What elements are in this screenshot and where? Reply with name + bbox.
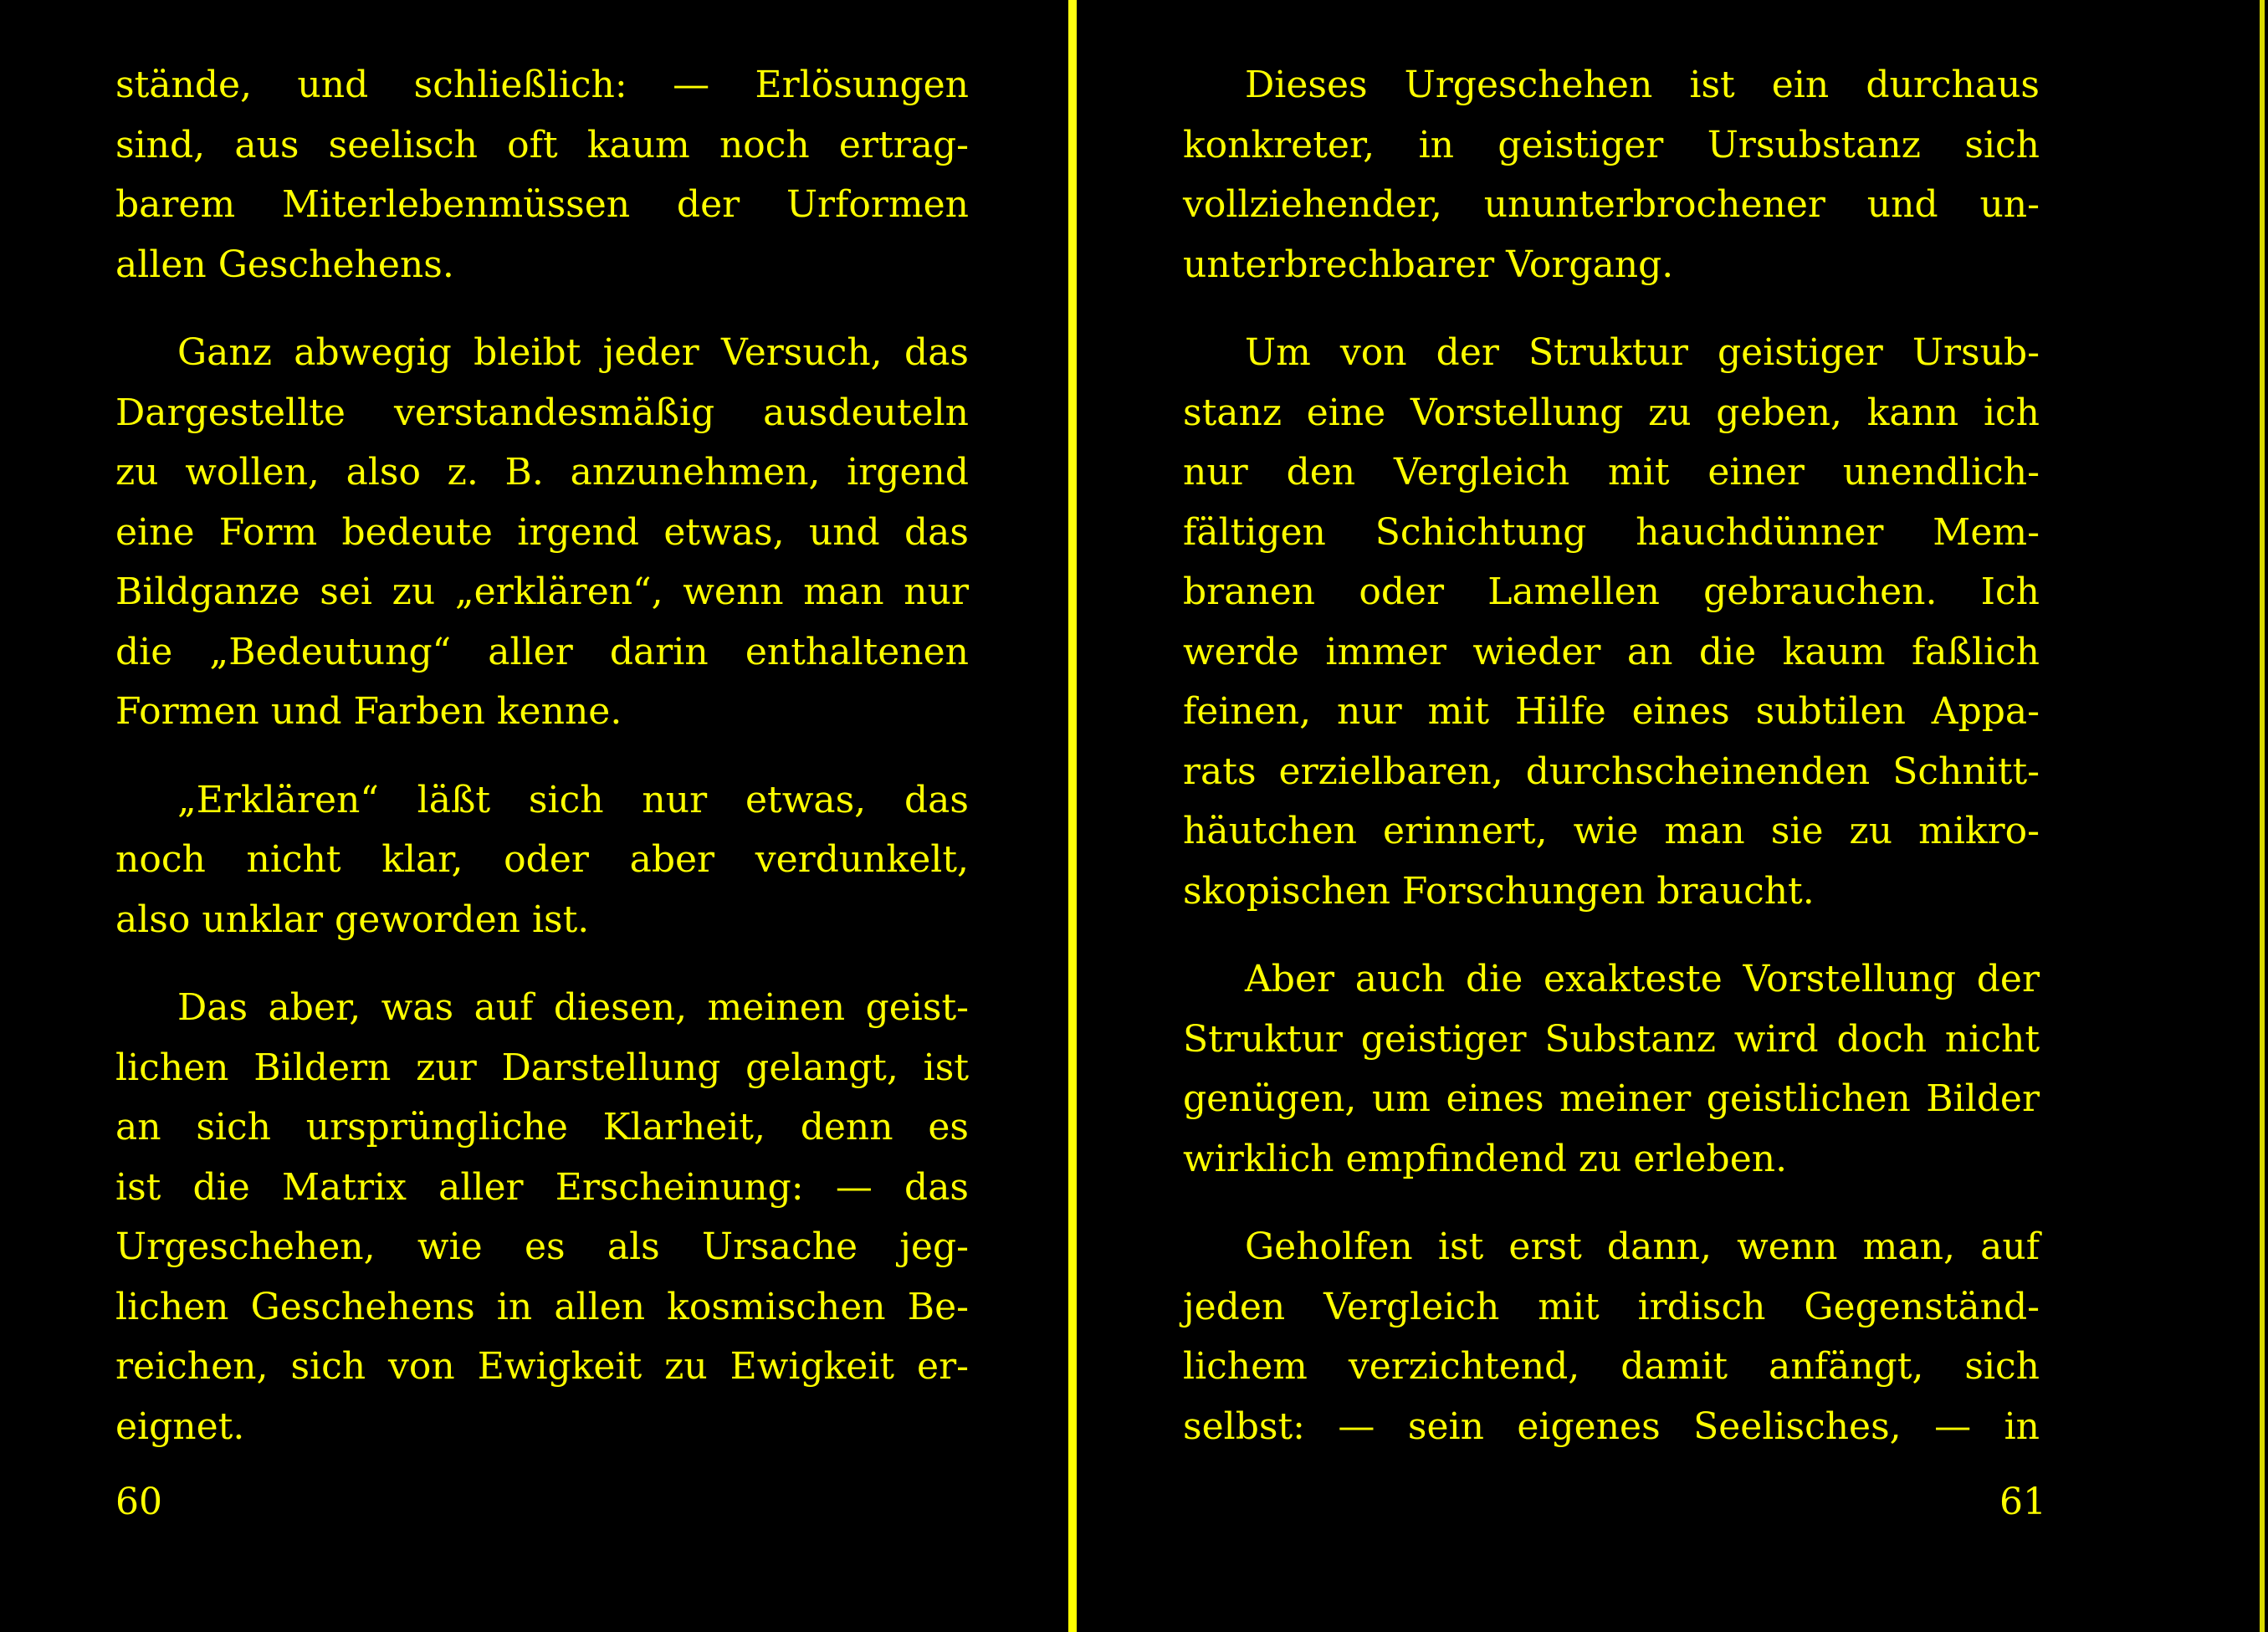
text-line: skopischen Forschungen braucht.: [1183, 869, 1815, 913]
text-line: Ganz abwegig bleibt jeder Versuch, das: [177, 331, 969, 374]
text-line: selbst: — sein eigenes Seelisches, — in: [1183, 1404, 2040, 1448]
text-line: an sich ursprüngliche Klarheit, denn es: [115, 1106, 969, 1149]
text-line: feinen, nur mit Hilfe eines subtilen Appa-: [1183, 690, 2040, 733]
page-edge: [2260, 0, 2265, 1632]
paragraph: [1183, 949, 2040, 1189]
page-number: 61: [1999, 1481, 2046, 1523]
text-line: häutchen erinnert, wie man sie zu mikro-: [1183, 810, 2040, 852]
text-line: wirklich empfindend zu erleben.: [1183, 1137, 1788, 1180]
text-line: barem Miterlebenmüssen der Urformen: [115, 183, 969, 226]
text-line: Das aber, was auf diesen, meinen geist-: [177, 986, 969, 1029]
gutter-edge: [1068, 0, 1077, 1632]
text-line: rats erzielbaren, durchscheinenden Schnitt-: [1183, 749, 2040, 793]
text-line: branen oder Lamellen gebrauchen. Ich: [1183, 570, 2040, 613]
paragraph: [115, 770, 969, 950]
text-line: reichen, sich von Ewigkeit zu Ewigkeit er-: [115, 1345, 969, 1388]
right-page-text: [1183, 55, 2040, 1485]
paragraph: [115, 978, 969, 1456]
text-line: vollziehender, ununterbrochener und un-: [1183, 183, 2040, 226]
text-line: Um von der Struktur geistiger Ursub-: [1245, 331, 2040, 374]
page-number: 60: [115, 1481, 162, 1523]
paragraph: [1183, 323, 2040, 921]
text-line: ist die Matrix aller Erscheinung: — das: [115, 1165, 969, 1209]
paragraph: [115, 55, 969, 294]
left-page: [0, 0, 1061, 1632]
paragraph: [115, 323, 969, 742]
left-page-text: [115, 55, 969, 1485]
text-line: lichen Geschehens in allen kosmischen Be-: [115, 1285, 969, 1328]
text-line: Formen und Farben kenne.: [115, 690, 622, 733]
text-line: nur den Vergleich mit einer unendlich-: [1183, 451, 2040, 494]
text-line: sind, aus seelisch oft kaum noch ertrag-: [115, 123, 969, 166]
text-line: die „Bedeutung“ aller darin enthaltenen: [115, 630, 969, 673]
text-line: stände, und schließlich: — Erlösungen: [115, 64, 969, 106]
text-line: eine Form bedeute irgend etwas, und das: [115, 510, 969, 554]
text-line: eignet.: [115, 1404, 245, 1448]
text-line: also unklar geworden ist.: [115, 898, 590, 941]
right-page: [1086, 0, 2268, 1632]
paragraph: [1183, 1217, 2040, 1456]
text-line: lichem verzichtend, damit anfängt, sich: [1183, 1345, 2040, 1388]
text-line: Struktur geistiger Substanz wird doch nicht: [1183, 1017, 2040, 1061]
text-line: werde immer wieder an die kaum faßlich: [1183, 630, 2040, 673]
text-line: allen Geschehens.: [115, 243, 454, 286]
text-line: Dargestellte verstandesmäßig ausdeuteln: [115, 391, 969, 434]
text-line: Urgeschehen, wie es als Ursache jeg-: [115, 1225, 969, 1268]
text-line: fältigen Schichtung hauchdünner Mem-: [1183, 510, 2040, 554]
paragraph: [1183, 55, 2040, 294]
text-line: Aber auch die exakteste Vorstellung der: [1245, 958, 2040, 1000]
text-line: lichen Bildern zur Darstellung gelangt, ist: [115, 1046, 969, 1089]
text-line: genügen, um eines meiner geistlichen Bilder: [1183, 1077, 2040, 1120]
text-line: unterbrechbarer Vorgang.: [1183, 243, 1674, 286]
text-line: zu wollen, also z. B. anzunehmen, irgend: [115, 451, 969, 494]
text-line: Bildganze sei zu „erklären“, wenn man nur: [115, 570, 969, 613]
text-line: konkreter, in geistiger Ursubstanz sich: [1183, 123, 2040, 166]
text-line: Dieses Urgeschehen ist ein durchaus: [1245, 64, 2040, 106]
text-line: stanz eine Vorstellung zu geben, kann ich: [1183, 391, 2040, 434]
text-line: noch nicht klar, oder aber verdunkelt,: [115, 838, 969, 881]
text-line: Geholfen ist erst dann, wenn man, auf: [1245, 1225, 2040, 1268]
text-line: jeden Vergleich mit irdisch Gegenständ-: [1183, 1285, 2040, 1328]
text-line: „Erklären“ läßt sich nur etwas, das: [177, 778, 969, 821]
